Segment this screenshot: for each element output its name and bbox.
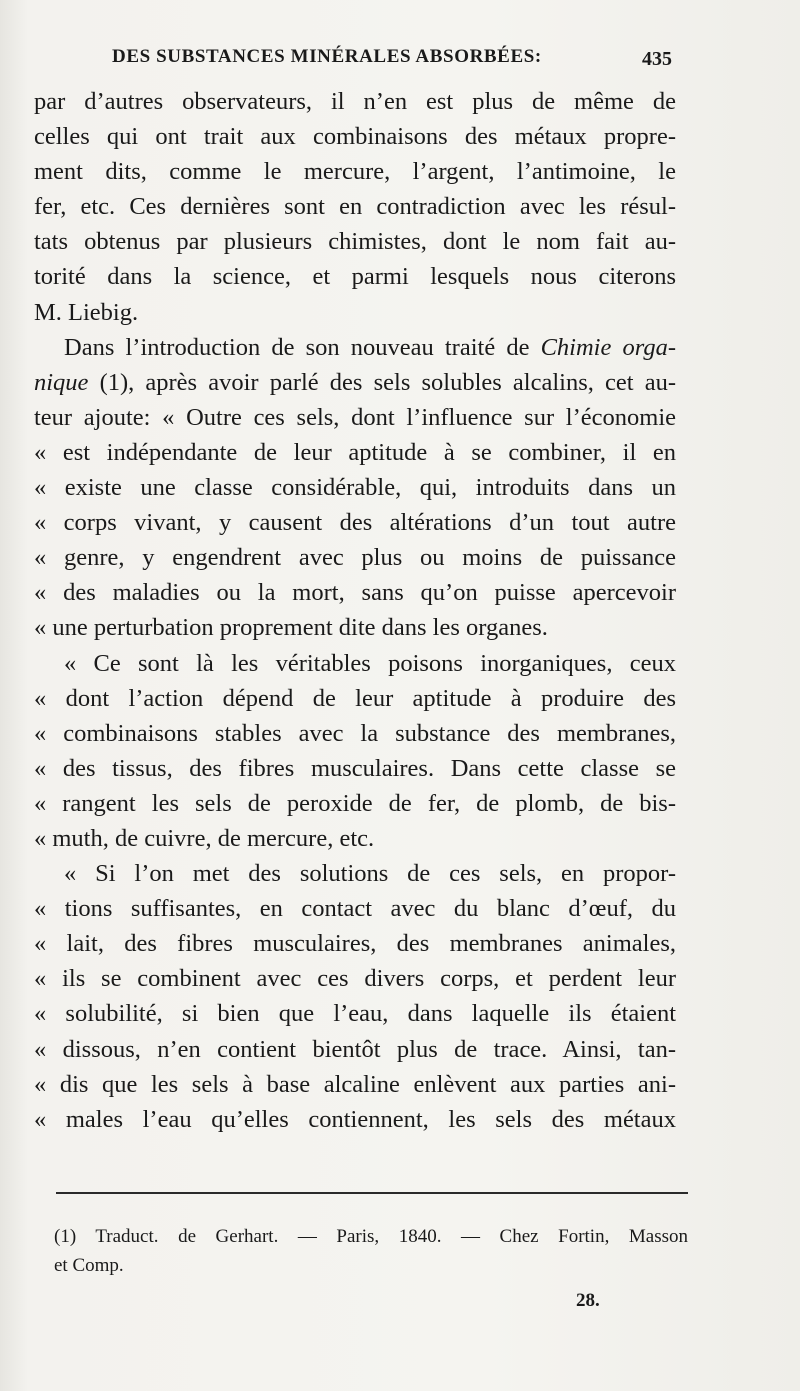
text-line: « ils se combinent avec ces divers corps, et perdent leur xyxy=(34,965,676,993)
page-number: 435 xyxy=(642,48,672,70)
text-line: « males l’eau qu’elles contiennent, les sels des métaux xyxy=(34,1105,676,1133)
text-line: « dis que les sels à base alcaline enlèvent aux parties ani- xyxy=(34,1070,676,1098)
text-line: tats obtenus par plusieurs chimistes, dont le nom fait au- xyxy=(34,228,676,256)
text-line: « des maladies ou la mort, sans qu’on puisse apercevoir xyxy=(34,579,676,607)
text-line: torité dans la science, et parmi lesquels nous citerons xyxy=(34,263,676,291)
text-line: « Ce sont là les véritables poisons inorganiques, ceux xyxy=(64,649,676,677)
text-line: « corps vivant, y causent des altérations d’un tout autre xyxy=(34,509,676,537)
running-head: DES SUBSTANCES MINÉRALES ABSORBÉES: xyxy=(112,46,542,67)
text-line: « muth, de cuivre, de mercure, etc. xyxy=(34,824,375,852)
footnote-line: (1) Traduct. de Gerhart. — Paris, 1840. — Chez Fortin, Masson xyxy=(54,1226,688,1247)
text-line: « dont l’action dépend de leur aptitude à produire des xyxy=(34,684,676,712)
text-line: « des tissus, des fibres musculaires. Dans cette classe se xyxy=(34,754,676,782)
text-line: nique (1), après avoir parlé des sels solubles alcalins, cet au- xyxy=(34,368,676,396)
text-line: « combinaisons stables avec la substance des membranes, xyxy=(34,719,676,747)
text-line: fer, etc. Ces dernières sont en contradiction avec les résul- xyxy=(34,193,676,221)
text-line: teur ajoute: « Outre ces sels, dont l’influence sur l’économie xyxy=(34,403,676,431)
page-header xyxy=(112,46,672,76)
text-line: « une perturbation proprement dite dans les organes. xyxy=(34,614,548,642)
text-line: Dans l’introduction de son nouveau traité de Chimie orga- xyxy=(64,333,676,361)
signature-mark: 28. xyxy=(576,1290,600,1311)
text-line: par d’autres observateurs, il n’en est plus de même de xyxy=(34,88,676,115)
text-line: ment dits, comme le mercure, l’argent, l’antimoine, le xyxy=(34,158,676,186)
footnote-divider xyxy=(56,1192,688,1194)
text-line: « lait, des fibres musculaires, des membranes animales, xyxy=(34,930,676,958)
text-line: « existe une classe considérable, qui, introduits dans un xyxy=(34,474,676,502)
text-line: « tions suffisantes, en contact avec du blanc d’œuf, du xyxy=(34,895,676,923)
footnote xyxy=(54,1222,688,1280)
text-line: « dissous, n’en contient bientôt plus de trace. Ainsi, tan- xyxy=(34,1035,676,1063)
text-line: « genre, y engendrent avec plus ou moins de puissance xyxy=(34,544,676,572)
text-line: « solubilité, si bien que l’eau, dans laquelle ils étaient xyxy=(34,1000,676,1028)
text-line: « est indépendante de leur aptitude à se combiner, il en xyxy=(34,438,676,466)
body-text xyxy=(34,84,676,1137)
text-line: celles qui ont trait aux combinaisons des métaux propre- xyxy=(34,123,676,151)
text-line: « rangent les sels de peroxide de fer, de plomb, de bis- xyxy=(34,789,676,817)
footnote-line: et Comp. xyxy=(54,1255,124,1276)
text-line: « Si l’on met des solutions de ces sels, en propor- xyxy=(64,860,676,888)
text-line: M. Liebig. xyxy=(34,298,139,326)
